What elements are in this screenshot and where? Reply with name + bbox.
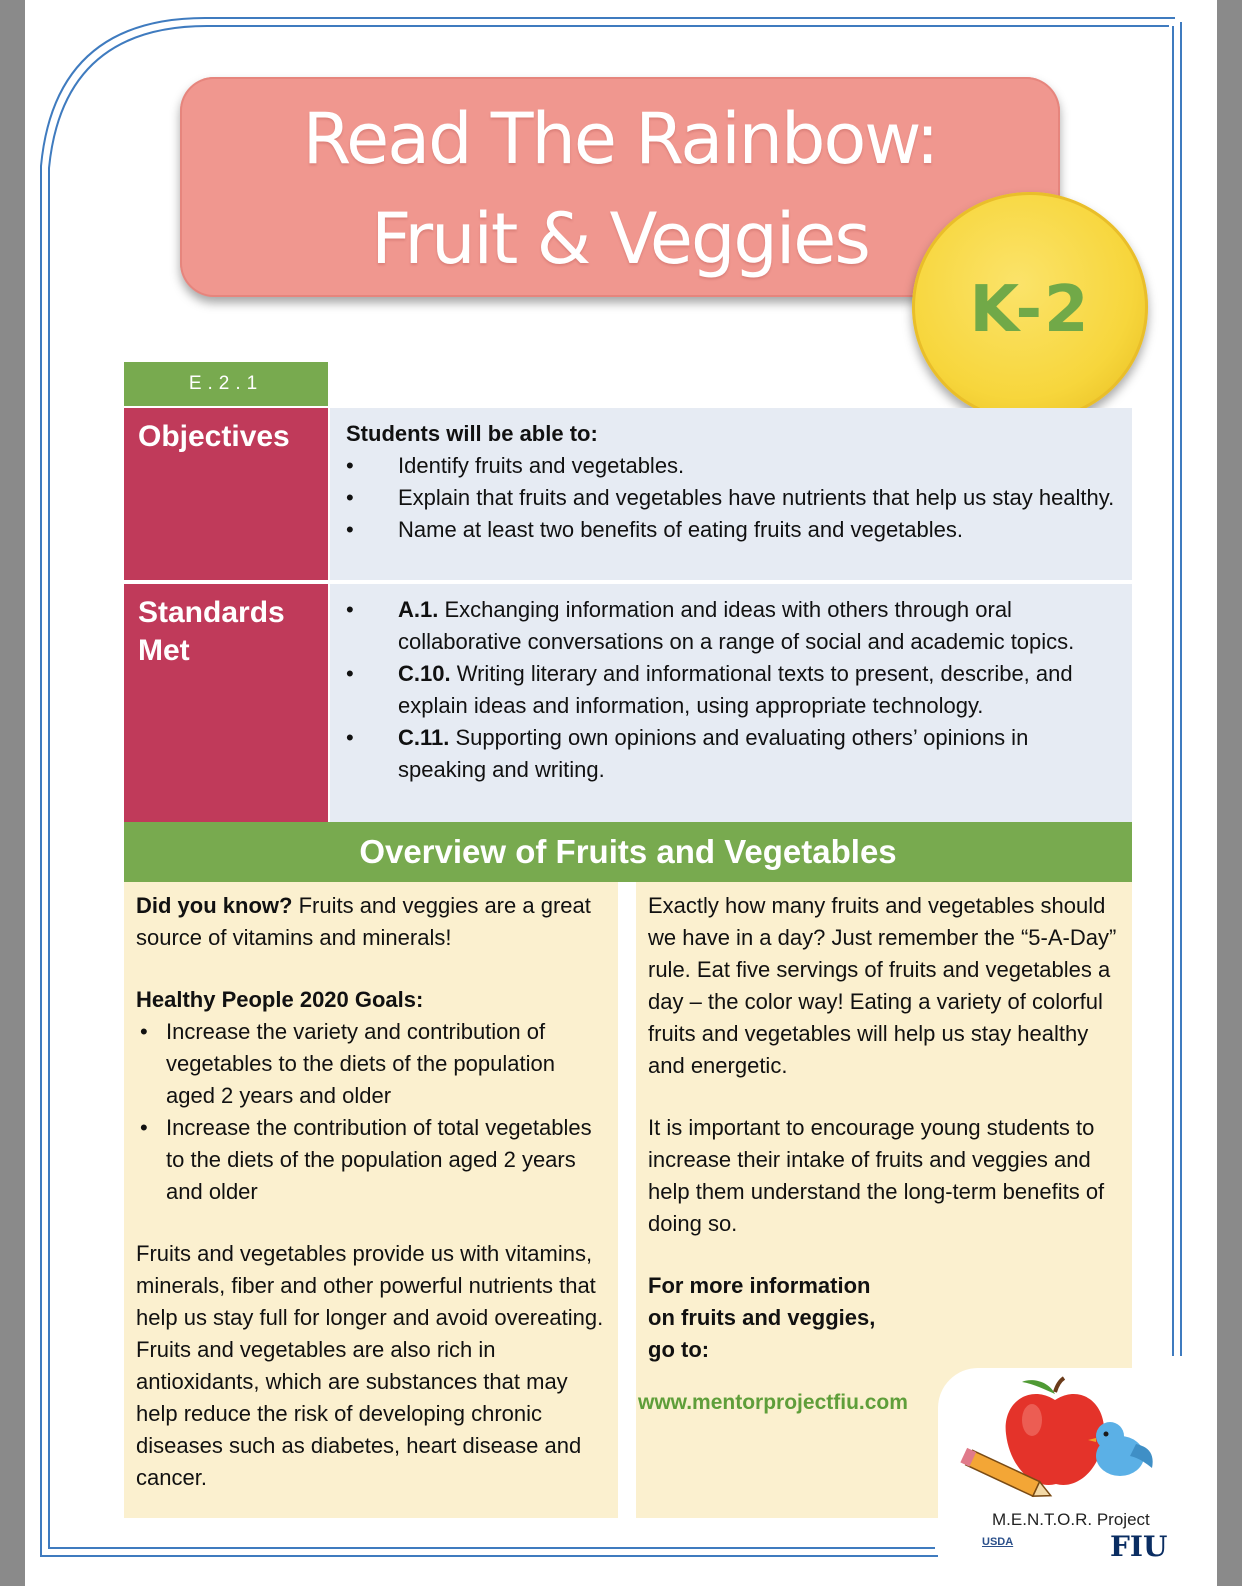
list-item: [346, 594, 1116, 658]
standard-code-c11: C.11.: [398, 725, 450, 750]
standards-content: [330, 584, 1132, 822]
encourage-paragraph: It is important to encourage young students to increase their intake of fruits and veggies and help them understand the long-term benefits of doing so.: [648, 1115, 1105, 1236]
standards-list: [346, 594, 1116, 786]
did-you-know: [136, 890, 606, 954]
mentor-project-logo-text: M.E.N.T.O.R. Project: [992, 1510, 1150, 1529]
standard-text: Writing literary and informational texts to present, describe, and explain ideas and information, using appropriate technology.: [398, 661, 1073, 718]
five-a-day-paragraph: Exactly how many fruits and vegetables should we have in a day? Just remember the “5-A-Day” rule. Eat five servings of fruits and vegetables a day – the color way! Eating a variety of colorful fruits and vegetables will help us stay healthy and energetic.: [648, 893, 1117, 1078]
usda-logo: USDA: [982, 1536, 1014, 1548]
objectives-lead: Students will be able to:: [346, 421, 598, 446]
list-item: • Name at least two benefits of eating fruits and vegetables.: [346, 514, 1116, 546]
leaf-icon: [1022, 1380, 1055, 1394]
list-item: [346, 722, 1116, 786]
standard-code-c10: C.10.: [398, 661, 451, 686]
standard-text: Supporting own opinions and evaluating others’ opinions in speaking and writing.: [398, 725, 1029, 782]
apple-icon: [1006, 1394, 1104, 1485]
standard-code: E.2.1: [124, 362, 328, 406]
objectives-content: [330, 408, 1132, 580]
objectives-list: [346, 450, 1116, 546]
goals-list: [136, 1016, 606, 1208]
list-item: • Identify fruits and vegetables.: [346, 450, 1116, 482]
list-item: [346, 658, 1116, 722]
grade-badge: [912, 192, 1148, 422]
grade-badge-text: K-2: [969, 273, 1091, 347]
bird-icon: [1088, 1422, 1153, 1476]
fiu-logo: FIU: [1110, 1530, 1168, 1563]
did-you-know-label: Did you know?: [136, 893, 293, 918]
more-info: For more information on fruits and veggies, go to:: [648, 1273, 876, 1362]
list-item: • Explain that fruits and vegetables have nutrients that help us stay healthy.: [346, 482, 1116, 514]
overview-heading: Overview of Fruits and Vegetables: [124, 822, 1132, 882]
apple-bird-logo: [960, 1372, 1160, 1512]
standards-label: Standards Met: [124, 584, 328, 822]
nutrients-paragraph: Fruits and vegetables provide us with vitamins, minerals, fiber and other powerful nutrients that help us stay full for longer and avoid overeating. Fruits and vegetables are also rich in antioxidants, which are substances that may help reduce the risk of developing chronic diseases such as diabetes, heart disease and cancer.: [136, 1241, 604, 1490]
overview-left-column: [124, 882, 618, 1518]
goals-heading: Healthy People 2020 Goals:: [136, 987, 424, 1012]
standard-text: Exchanging information and ideas with others through oral collaborative conversations on a range of social and academic topics.: [398, 597, 1075, 654]
list-item: • Increase the variety and contribution of vegetables to the diets of the population aged 2 years and older: [136, 1016, 606, 1112]
list-item: • Increase the contribution of total vegetables to the diets of the population aged 2 years and older: [136, 1112, 606, 1208]
standard-code-a1: A.1.: [398, 597, 439, 622]
title-line-2: Fruit & Veggies: [371, 198, 869, 280]
title-line-1: Read The Rainbow:: [302, 98, 938, 180]
did-you-know-text: Fruits and veggies are a great source of vitamins and minerals!: [136, 893, 591, 950]
mentor-website-link[interactable]: www.mentorprojectfiu.com: [638, 1391, 908, 1414]
objectives-label: Objectives: [124, 408, 328, 580]
